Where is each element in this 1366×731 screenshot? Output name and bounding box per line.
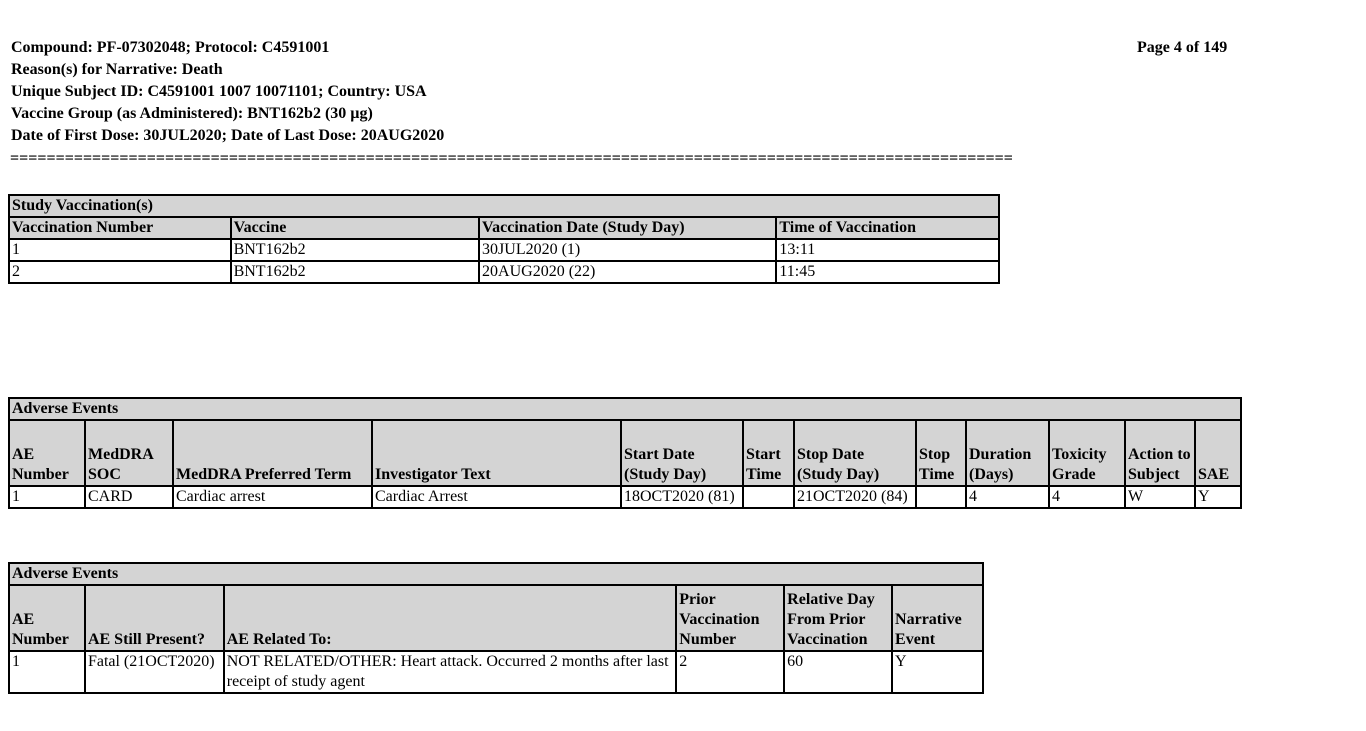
table-row — [9, 239, 999, 261]
table-cell: 1 — [9, 651, 85, 693]
table-cell: 18OCT2020 (81) — [621, 486, 743, 508]
table-cell — [916, 486, 966, 508]
table-cell: 2 — [9, 261, 231, 283]
table-cell: 4 — [1049, 486, 1125, 508]
reason-line: Reason(s) for Narrative: Death — [11, 61, 223, 78]
column-header: Time of Vaccination — [776, 217, 999, 239]
table-cell: 1 — [9, 239, 231, 261]
column-header: SAE — [1195, 420, 1241, 486]
table-cell — [743, 486, 794, 508]
table-caption: Adverse Events — [9, 398, 1241, 420]
column-header: Duration (Days) — [966, 420, 1049, 486]
table-cell: 21OCT2020 (84) — [794, 486, 916, 508]
table-cell: 1 — [9, 486, 85, 508]
table-cell: NOT RELATED/OTHER: Heart attack. Occurred 2 months after last receipt of study agent — [224, 651, 677, 693]
column-header: Investigator Text — [372, 420, 621, 486]
compound-line: Compound: PF-07302048; Protocol: C4591001 — [11, 39, 330, 56]
table-cell: 60 — [784, 651, 892, 693]
table-cell: 20AUG2020 (22) — [479, 261, 776, 283]
table-caption: Adverse Events — [9, 563, 983, 585]
table-cell: 2 — [676, 651, 784, 693]
table-cell: W — [1125, 486, 1195, 508]
page-number: Page 4 of 149 — [1137, 39, 1228, 56]
column-header: Vaccination Date (Study Day) — [479, 217, 776, 239]
table-row — [9, 486, 1241, 508]
document-header — [11, 37, 444, 147]
table-cell: BNT162b2 — [231, 261, 479, 283]
table-cell: Fatal (21OCT2020) — [85, 651, 224, 693]
column-header: Start Date (Study Day) — [621, 420, 743, 486]
subject-id-line: Unique Subject ID: C4591001 1007 10071101; Country: USA — [11, 83, 427, 100]
column-header: Narrative Event — [892, 585, 983, 651]
column-header: Stop Date (Study Day) — [794, 420, 916, 486]
column-header: AE Number — [9, 585, 85, 651]
column-header: Prior Vaccination Number — [676, 585, 784, 651]
column-header: Start Time — [743, 420, 794, 486]
table-cell: Y — [1195, 486, 1241, 508]
table-cell: Cardiac Arrest — [372, 486, 621, 508]
table-row — [9, 651, 983, 693]
separator-rule: ============================================================================================================== — [10, 150, 1013, 167]
adverse-events-table — [8, 397, 1242, 509]
table-caption: Study Vaccination(s) — [9, 195, 999, 217]
column-header: AE Still Present? — [85, 585, 224, 651]
table-cell: Cardiac arrest — [173, 486, 372, 508]
table-cell: 30JUL2020 (1) — [479, 239, 776, 261]
table-cell: CARD — [85, 486, 173, 508]
table-cell: 4 — [966, 486, 1049, 508]
column-header: AE Related To: — [224, 585, 677, 651]
table-cell: 13:11 — [776, 239, 999, 261]
column-header: AE Number — [9, 420, 85, 486]
column-header: Toxicity Grade — [1049, 420, 1125, 486]
vaccine-group-line: Vaccine Group (as Administered): BNT162b2 (30 µg) — [11, 105, 373, 122]
column-header: Vaccine — [231, 217, 479, 239]
dose-dates-line: Date of First Dose: 30JUL2020; Date of Last Dose: 20AUG2020 — [11, 127, 445, 144]
column-header: MedDRA SOC — [85, 420, 173, 486]
adverse-events-relatedness-table — [8, 562, 984, 694]
column-header: Vaccination Number — [9, 217, 231, 239]
column-header: Relative Day From Prior Vaccination — [784, 585, 892, 651]
column-header: MedDRA Preferred Term — [173, 420, 372, 486]
column-header: Action to Subject — [1125, 420, 1195, 486]
column-header: Stop Time — [916, 420, 966, 486]
table-cell: 11:45 — [776, 261, 999, 283]
study-vaccinations-table — [8, 194, 1000, 284]
table-row — [9, 261, 999, 283]
table-cell: Y — [892, 651, 983, 693]
table-cell: BNT162b2 — [231, 239, 479, 261]
